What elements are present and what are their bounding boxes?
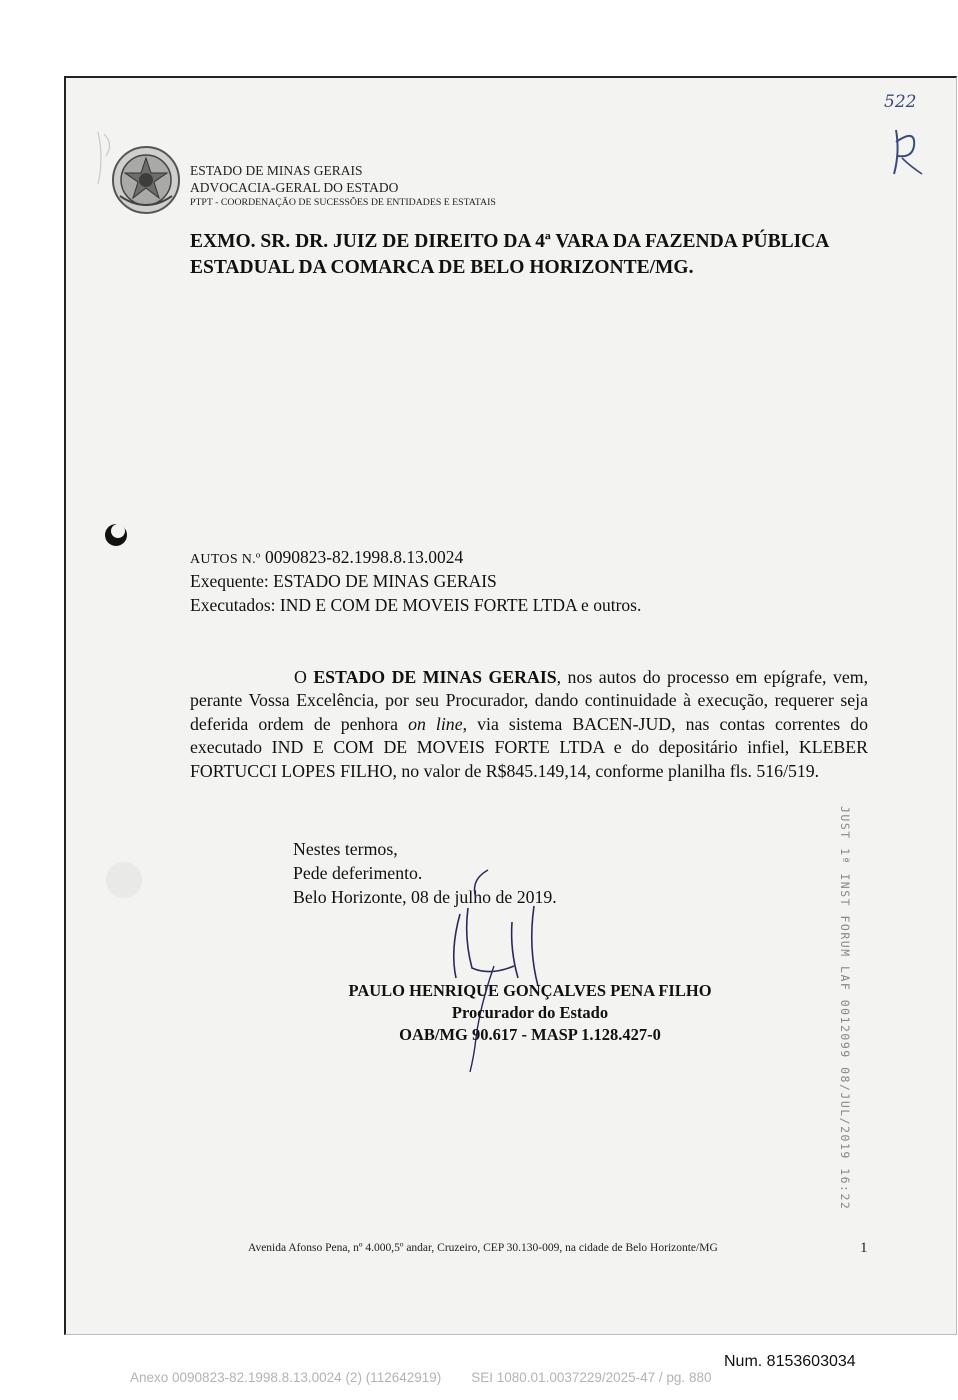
party-name: ESTADO DE MINAS GERAIS: [313, 667, 557, 687]
closing-line-1: Nestes termos,: [293, 839, 398, 859]
punch-hole-icon: [103, 520, 129, 550]
signatory-registration: OAB/MG 90.617 - MASP 1.128.427-0: [399, 1025, 661, 1044]
case-number-label: AUTOS N.º: [190, 552, 261, 567]
paragraph-lead: O: [294, 667, 307, 687]
page-number: 1: [860, 1240, 868, 1256]
signatory-role: Procurador do Estado: [451, 1003, 609, 1022]
pencil-margin-mark-icon: [92, 128, 122, 188]
header-state: ESTADO DE MINAS GERAIS: [190, 163, 363, 178]
signatory-name: PAULO HENRIQUE GONÇALVES PENA FILHO: [348, 981, 712, 1000]
petition-paragraph: [190, 666, 868, 783]
addressee-line-2: ESTADUAL DA COMARCA DE BELO HORIZONTE/MG.: [190, 257, 694, 278]
footer-address: Avenida Afonso Pena, nº 4.000,5º andar, Cruzeiro, CEP 30.130-009, na cidade de Belo Horizonte/MG: [248, 1242, 718, 1254]
document-num: Num. 8153603034: [724, 1353, 856, 1370]
closing-date: Belo Horizonte, 08 de julho de 2019.: [293, 887, 557, 907]
handwritten-initial-icon: [882, 122, 932, 182]
header-department: PTPT - COORDENAÇÃO DE SUCESSÕES DE ENTIDADES E ESTATAIS: [190, 197, 496, 208]
faint-hole-mark: [106, 862, 142, 898]
executados-line: Executados: IND E COM DE MOVEIS FORTE LTDA e outros.: [190, 595, 642, 615]
header-agency: ADVOCACIA-GERAL DO ESTADO: [190, 180, 399, 195]
handwritten-page-number: 522: [884, 92, 917, 112]
addressee-line-1: EXMO. SR. DR. JUIZ DE DIREITO DA 4ª VARA DA FAZENDA PÚBLICA: [190, 231, 830, 252]
case-number: [190, 546, 463, 571]
paragraph-part-1: , nos autos do processo em epígrafe, vem, perante Vossa Excelência, por seu Procurador, dando continuidade à execução, requerer seja deferida ordem de penhora: [190, 667, 869, 734]
paragraph-emphasis: on line: [408, 713, 463, 734]
protocol-stamp: JUST 1ª INST FORUM LAF 0012099 08/JUL/2019 16:22: [838, 806, 852, 1211]
exequente-line: Exequente: ESTADO DE MINAS GERAIS: [190, 571, 497, 591]
annex-reference: Anexo 0090823-82.1998.8.13.0024 (2) (112642919) SEI 1080.01.0037229/2025-47 / pg. 880: [130, 1370, 712, 1385]
paragraph-part-2: , via sistema BACEN-JUD, nas contas correntes do executado IND E COM DE MOVEIS FORTE LTDA e do depositário infiel, KLEBER FORTUCCI LOPES FILHO, no valor de R$845.149,14, conforme planilha fls. 516/519.: [190, 713, 868, 781]
closing-line-2: Pede deferimento.: [293, 863, 423, 883]
case-number-value: 0090823-82.1998.8.13.0024: [264, 547, 464, 567]
